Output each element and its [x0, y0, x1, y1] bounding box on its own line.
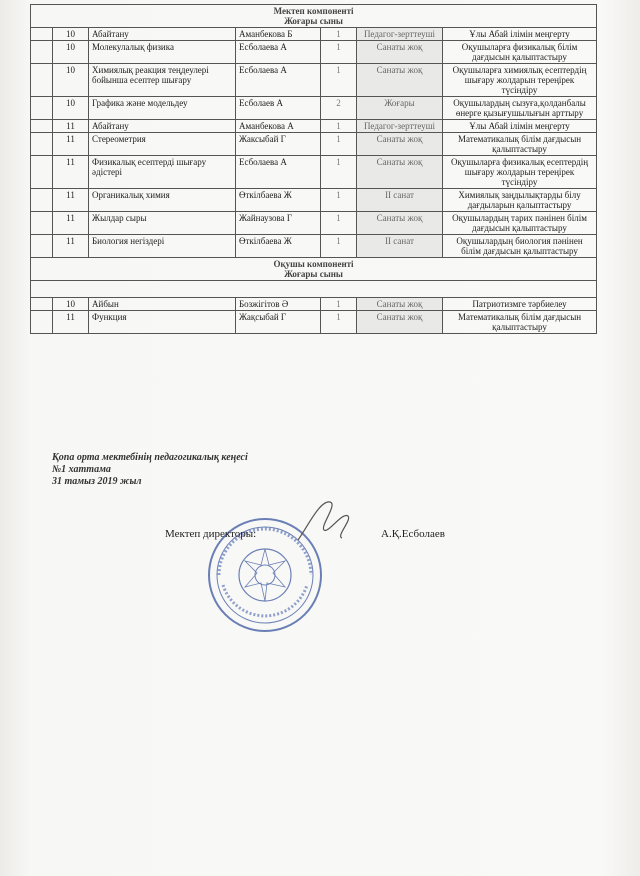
subject-cell: Абайтану	[89, 120, 236, 133]
category-cell: Педагог-зерттеуші	[357, 28, 443, 41]
council-line: Қопа орта мектебінің педагогикалық кеңесі	[52, 452, 248, 463]
subject-cell: Абайтану	[89, 28, 236, 41]
subject-cell: Жылдар сыры	[89, 212, 236, 235]
subject-cell: Графика және модельдеу	[89, 97, 236, 120]
table-row	[31, 235, 597, 258]
hours-cell: 1	[321, 298, 357, 311]
teacher-cell: Аманбекова Б	[236, 28, 321, 41]
category-cell: Санаты жоқ	[357, 311, 443, 334]
teacher-cell: Аманбекова А	[236, 120, 321, 133]
hours-cell: 1	[321, 41, 357, 64]
grade-cell: 11	[53, 212, 89, 235]
blank-cell	[31, 133, 53, 156]
table-row	[31, 212, 597, 235]
subject-cell: Стереометрия	[89, 133, 236, 156]
approval-note	[52, 452, 248, 488]
subject-cell: Айбын	[89, 298, 236, 311]
goal-cell: Ұлы Абай ілімін меңгерту	[443, 28, 597, 41]
goal-cell: Оқушылардың сызуға,қолданбалы өнерге қызығушылығын арттыру	[443, 97, 597, 120]
teacher-cell: Өткілбаева Ж	[236, 189, 321, 212]
subject-cell: Химиялық реакция теңдеулері бойынша есептер шығару	[89, 64, 236, 97]
grade-cell: 11	[53, 189, 89, 212]
blank-cell	[31, 212, 53, 235]
grade-cell: 11	[53, 156, 89, 189]
subject-cell: Молекулалық физика	[89, 41, 236, 64]
hours-cell: 1	[321, 189, 357, 212]
blank-cell	[31, 120, 53, 133]
grade-cell: 11	[53, 133, 89, 156]
table-row	[31, 189, 597, 212]
hours-cell: 2	[321, 97, 357, 120]
section-subtitle: Жоғары сыны	[284, 269, 343, 279]
hours-cell: 1	[321, 156, 357, 189]
grade-cell: 11	[53, 120, 89, 133]
subject-cell: Биология негіздері	[89, 235, 236, 258]
blank-cell	[31, 156, 53, 189]
subject-cell: Функция	[89, 311, 236, 334]
date-line: 31 тамыз 2019 жыл	[52, 476, 142, 487]
grade-cell: 10	[53, 28, 89, 41]
category-cell: Санаты жоқ	[357, 298, 443, 311]
table-row	[31, 298, 597, 311]
goal-cell: Ұлы Абай ілімін меңгерту	[443, 120, 597, 133]
goal-cell: Оқушыларға физикалық есептердің шығару жолдарын тереңірек түсіндіру	[443, 156, 597, 189]
grade-cell: 10	[53, 64, 89, 97]
teacher-cell: Есболаев А	[236, 97, 321, 120]
section-header-student	[31, 258, 597, 281]
teacher-cell: Есболаева А	[236, 156, 321, 189]
table-row	[31, 41, 597, 64]
blank-cell	[31, 28, 53, 41]
section-header-school	[31, 5, 597, 28]
grade-cell: 10	[53, 97, 89, 120]
category-cell: Санаты жоқ	[357, 64, 443, 97]
teacher-cell: Өткілбаева Ж	[236, 235, 321, 258]
curriculum-table	[30, 4, 597, 334]
goal-cell: Оқушылардың тарих пәнінен білім дағдысын қалыптастыру	[443, 212, 597, 235]
hours-cell: 1	[321, 64, 357, 97]
blank-cell	[31, 189, 53, 212]
grade-cell: 10	[53, 41, 89, 64]
section-title: Мектеп компоненті	[273, 6, 354, 16]
subject-cell: Органикалық химия	[89, 189, 236, 212]
signature-icon	[290, 496, 360, 546]
protocol-line: №1 хаттама	[52, 464, 111, 475]
grade-cell: 10	[53, 298, 89, 311]
goal-cell: Патриотизмге тәрбиелеу	[443, 298, 597, 311]
goal-cell: Математикалық білім дағдысын қалыптастыру	[443, 133, 597, 156]
director-label: Мектеп директоры:	[165, 528, 257, 540]
category-cell: Педагог-зерттеуші	[357, 120, 443, 133]
category-cell: Жоғары	[357, 97, 443, 120]
category-cell: Санаты жоқ	[357, 212, 443, 235]
goal-cell: Оқушыларға физикалық білім дағдысын қалыптастыру	[443, 41, 597, 64]
grade-cell: 11	[53, 235, 89, 258]
blank-cell	[31, 41, 53, 64]
section-title: Оқушы компоненті	[273, 259, 354, 269]
hours-cell: 1	[321, 212, 357, 235]
category-cell: Санаты жоқ	[357, 41, 443, 64]
director-name: А.Қ.Есболаев	[381, 528, 445, 540]
goal-cell: Математикалық білім дағдысын қалыптастыру	[443, 311, 597, 334]
section-subtitle: Жоғары сыны	[284, 16, 343, 26]
spacer-row	[31, 281, 597, 298]
blank-cell	[31, 235, 53, 258]
goal-cell: Оқушыларға химиялық есептердің шығару жолдарын тереңірек түсіндіру	[443, 64, 597, 97]
blank-cell	[31, 298, 53, 311]
category-cell: Санаты жоқ	[357, 156, 443, 189]
teacher-cell: Жайнаузова Г	[236, 212, 321, 235]
teacher-cell: Есболаева А	[236, 64, 321, 97]
blank-cell	[31, 311, 53, 334]
category-cell: Санаты жоқ	[357, 133, 443, 156]
table-row	[31, 156, 597, 189]
blank-cell	[31, 64, 53, 97]
table-row	[31, 311, 597, 334]
subject-cell: Физикалық есептерді шығару әдістері	[89, 156, 236, 189]
category-cell: II санат	[357, 235, 443, 258]
teacher-cell: Жақсыбай Г	[236, 311, 321, 334]
category-cell: II санат	[357, 189, 443, 212]
hours-cell: 1	[321, 235, 357, 258]
hours-cell: 1	[321, 120, 357, 133]
goal-cell: Химиялық заңдылықтарды білу дағдыларын қалыптастыру	[443, 189, 597, 212]
table-row	[31, 28, 597, 41]
table-row	[31, 120, 597, 133]
hours-cell: 1	[321, 311, 357, 334]
hours-cell: 1	[321, 28, 357, 41]
teacher-cell: Есболаева А	[236, 41, 321, 64]
table-row	[31, 64, 597, 97]
hours-cell: 1	[321, 133, 357, 156]
table-row	[31, 133, 597, 156]
goal-cell: Оқушылардың биология пәнінен білім дағдысын қалыптастыру	[443, 235, 597, 258]
teacher-cell: Жаксыбай Г	[236, 133, 321, 156]
blank-cell	[31, 97, 53, 120]
table-row	[31, 97, 597, 120]
grade-cell: 11	[53, 311, 89, 334]
teacher-cell: Бозжігітов Ә	[236, 298, 321, 311]
